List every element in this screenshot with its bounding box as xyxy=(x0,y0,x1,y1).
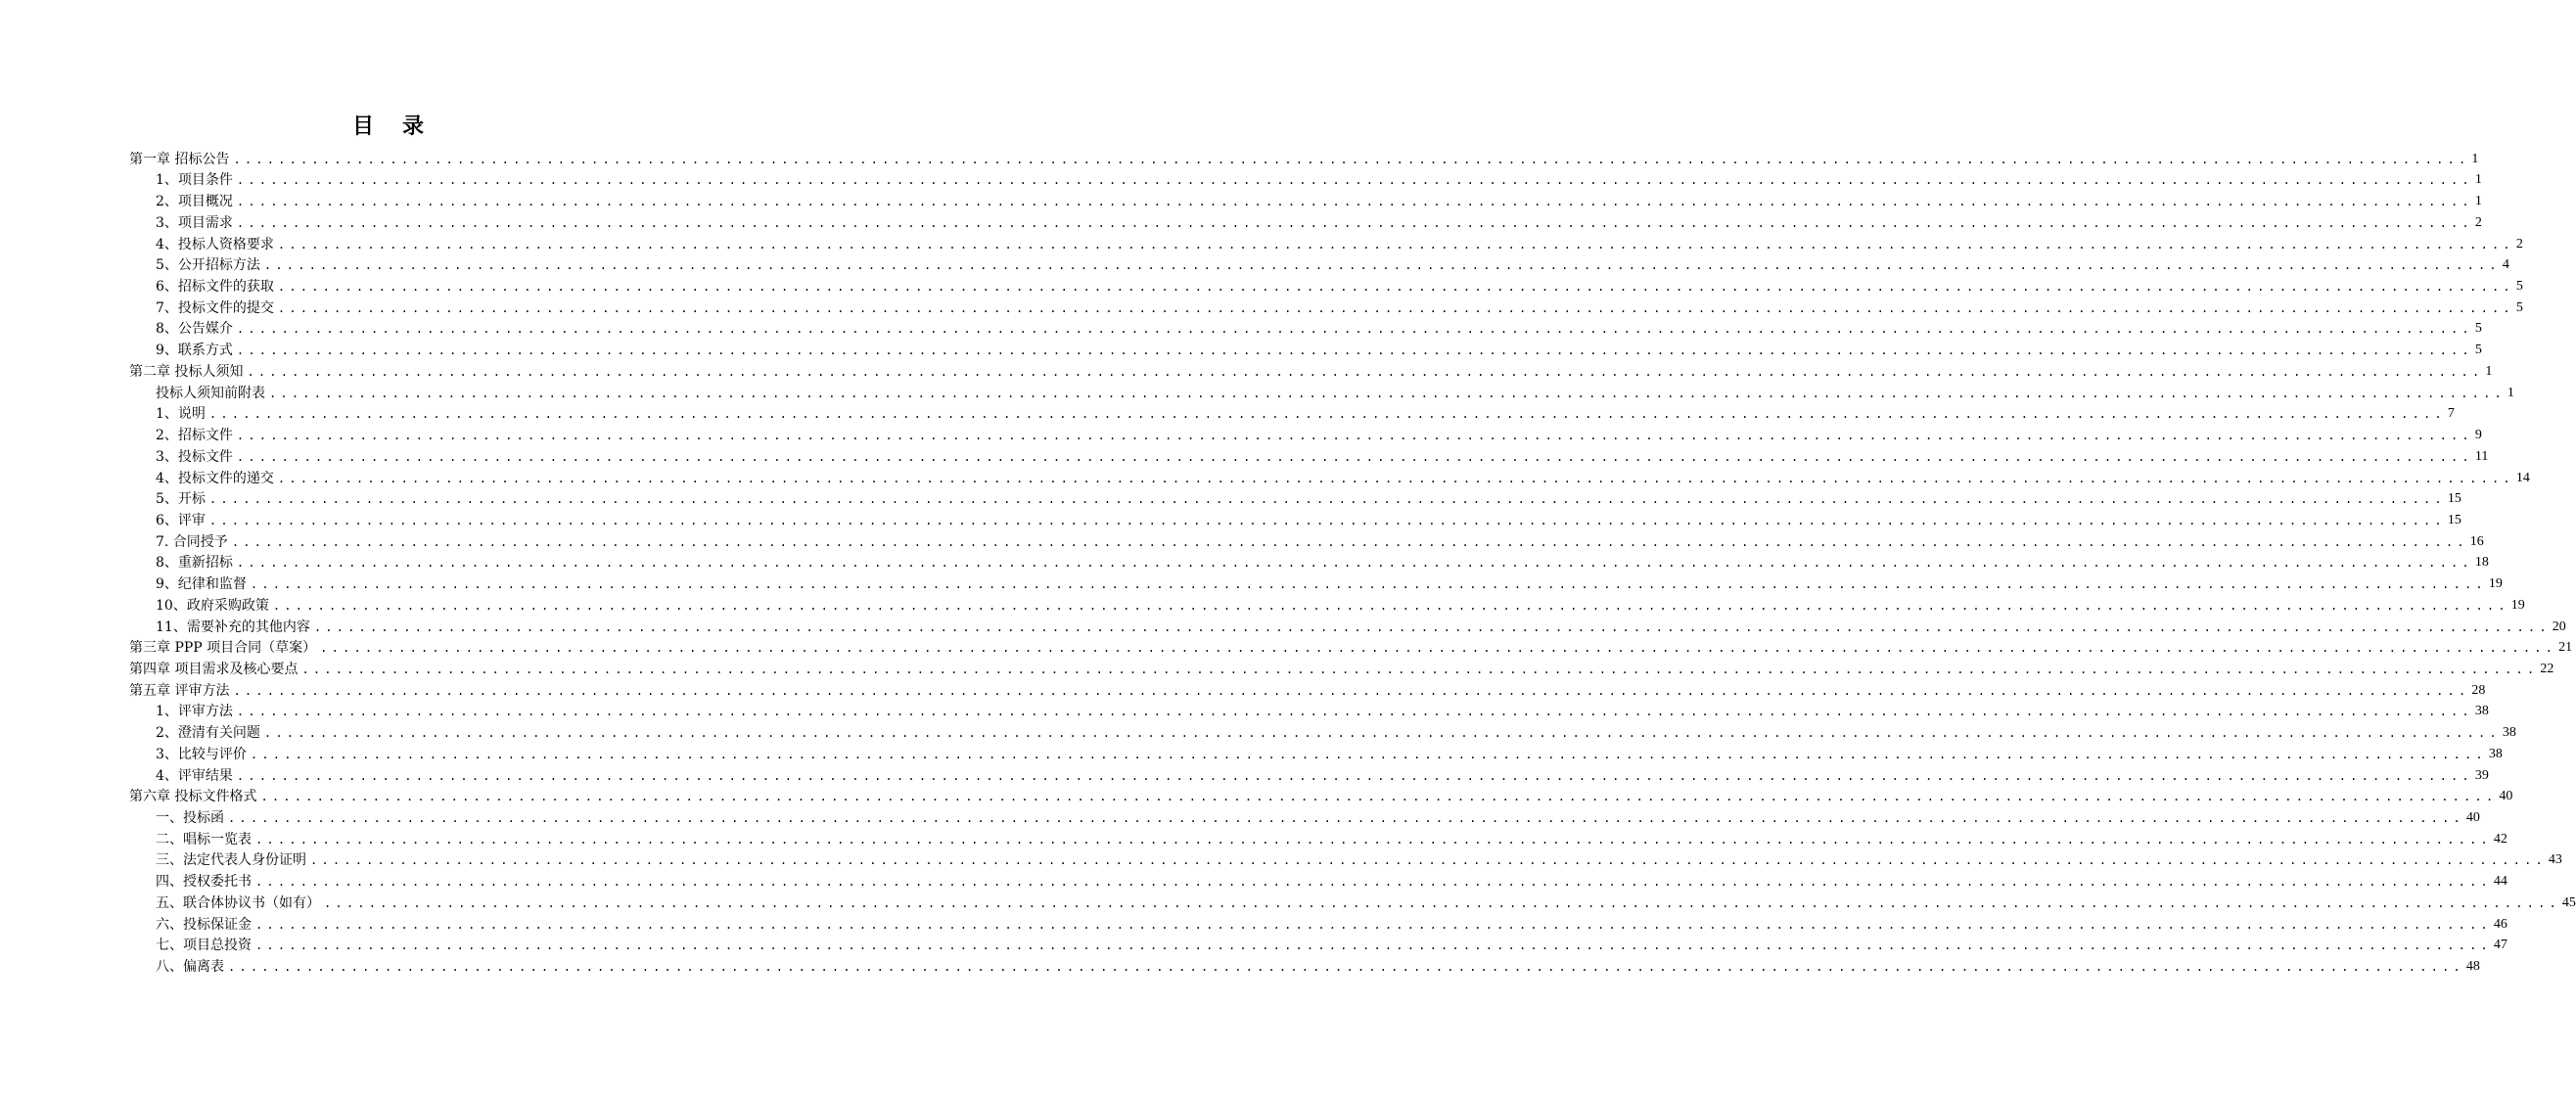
toc-section-entry[interactable] xyxy=(129,296,2523,317)
toc-dot-leader: ........................................................................................................................................................................................................ xyxy=(236,705,2473,719)
toc-section-entry[interactable] xyxy=(129,317,2482,339)
toc-entry-label: 第六章 投标文件格式 xyxy=(129,789,257,805)
toc-entry-label: 七、项目总投资 xyxy=(156,938,252,954)
toc-section-entry[interactable] xyxy=(129,508,2461,529)
toc-dot-leader: ........................................................................................................................................................................................................ xyxy=(208,492,2446,507)
toc-page-number: 11 xyxy=(2474,448,2489,464)
toc-dot-leader: ........................................................................................................................................................................................................ xyxy=(277,300,2514,315)
toc-page-number: 46 xyxy=(2493,916,2507,932)
toc-entry-label: 6、招标文件的获取 xyxy=(156,279,274,296)
toc-section-entry[interactable] xyxy=(129,402,2455,424)
toc-dot-leader: ........................................................................................................................................................................................................ xyxy=(236,343,2473,358)
toc-page-number: 2 xyxy=(2515,236,2523,252)
toc-dot-leader: ........................................................................................................................................................................................................ xyxy=(233,683,2470,698)
toc-dot-leader: ........................................................................................................................................................................................................ xyxy=(313,619,2551,634)
toc-entry-label: 3、投标文件 xyxy=(156,448,233,465)
toc-dot-leader: ........................................................................................................................................................................................................ xyxy=(236,556,2473,571)
toc-entry-label: 三、法定代表人身份证明 xyxy=(156,852,306,869)
toc-page-number: 5 xyxy=(2474,343,2482,358)
toc-dot-leader: ........................................................................................................................................................................................................ xyxy=(236,322,2473,337)
toc-section-entry[interactable] xyxy=(129,827,2507,848)
toc-dot-leader: ........................................................................................................................................................................................................ xyxy=(320,641,2557,656)
toc-page-number: 38 xyxy=(2502,725,2516,741)
toc-dot-leader: ........................................................................................................................................................................................................ xyxy=(255,875,2492,890)
toc-section-entry[interactable] xyxy=(129,700,2489,721)
toc-section-entry[interactable] xyxy=(129,232,2523,253)
toc-entry-label: 4、投标文件的递交 xyxy=(156,470,274,486)
toc-dot-leader: ........................................................................................................................................................................................................ xyxy=(277,280,2514,295)
toc-dot-leader: ........................................................................................................................................................................................................ xyxy=(250,747,2487,761)
toc-page-number: 5 xyxy=(2515,299,2523,315)
toc-entry-label: 一、投标函 xyxy=(156,810,224,826)
toc-entry-label: 四、授权委托书 xyxy=(156,874,252,891)
toc-section-entry[interactable] xyxy=(129,615,2566,636)
toc-entry-label: 11、需要补充的其他内容 xyxy=(156,618,310,635)
toc-entry-label: 1、评审方法 xyxy=(156,704,233,720)
toc-section-entry[interactable] xyxy=(129,954,2480,976)
toc-page-number: 19 xyxy=(2488,576,2503,592)
toc-section-entry[interactable] xyxy=(129,338,2482,359)
toc-page-number: 40 xyxy=(2499,789,2513,804)
toc-dot-leader: ........................................................................................................................................................................................................ xyxy=(310,853,2547,868)
toc-page-number: 9 xyxy=(2474,428,2482,443)
toc-title-part2: 录 xyxy=(402,114,426,139)
toc-page-number: 16 xyxy=(2469,533,2484,549)
toc-entry-label: 第五章 评审方法 xyxy=(129,682,230,699)
toc-section-entry[interactable] xyxy=(129,210,2482,232)
toc-section-entry[interactable] xyxy=(129,529,2484,551)
toc-section-entry[interactable] xyxy=(129,168,2482,190)
toc-page-number: 48 xyxy=(2465,959,2480,975)
toc-chapter-entry[interactable] xyxy=(129,147,2479,168)
toc-dot-leader: ........................................................................................................................................................................................................ xyxy=(247,364,2484,379)
toc-page-number: 20 xyxy=(2552,618,2566,634)
toc-page-number: 22 xyxy=(2540,661,2554,676)
toc-dot-leader: ........................................................................................................................................................................................................ xyxy=(236,215,2473,230)
toc-entry-label: 第三章 PPP 项目合同（草案） xyxy=(129,640,317,657)
toc-section-entry[interactable] xyxy=(129,593,2525,615)
toc-entry-label: 3、比较与评价 xyxy=(156,746,247,762)
toc-entry-label: 4、投标人资格要求 xyxy=(156,236,274,252)
toc-dot-leader: ........................................................................................................................................................................................................ xyxy=(231,534,2468,549)
toc-entry-label: 1、项目条件 xyxy=(156,172,233,189)
toc-dot-leader: ........................................................................................................................................................................................................ xyxy=(208,513,2446,527)
toc-title-part1: 目 xyxy=(351,114,375,139)
toc-dot-leader: ........................................................................................................................................................................................................ xyxy=(228,960,2464,975)
toc-dot-leader: ........................................................................................................................................................................................................ xyxy=(324,895,2560,910)
toc-section-entry[interactable] xyxy=(129,869,2507,891)
toc-entry-label: 2、项目概况 xyxy=(156,194,233,210)
toc-page-number: 14 xyxy=(2515,470,2530,485)
toc-dot-leader: ........................................................................................................................................................................................................ xyxy=(255,939,2492,953)
toc-section-entry[interactable] xyxy=(129,805,2480,827)
toc-page-number: 5 xyxy=(2474,321,2482,337)
toc-page-number: 38 xyxy=(2474,704,2489,719)
toc-page-number: 19 xyxy=(2510,597,2525,613)
toc-dot-leader: ........................................................................................................................................................................................................ xyxy=(301,662,2539,676)
toc-page-number: 1 xyxy=(2471,151,2479,166)
toc-page-number: 7 xyxy=(2447,406,2455,422)
toc-section-entry[interactable] xyxy=(129,274,2523,296)
toc-page-number: 4 xyxy=(2502,257,2509,273)
toc-chapter-entry[interactable] xyxy=(129,359,2493,381)
toc-entry-label: 第二章 投标人须知 xyxy=(129,363,244,380)
toc-entry-label: 第四章 项目需求及核心要点 xyxy=(129,661,299,677)
toc-page-number: 1 xyxy=(2474,194,2482,209)
toc-entry-label: 六、投标保证金 xyxy=(156,916,252,933)
toc-section-entry[interactable] xyxy=(129,848,2562,870)
toc-dot-leader: ........................................................................................................................................................................................................ xyxy=(260,790,2498,804)
toc-section-entry[interactable] xyxy=(129,423,2482,444)
toc-dot-leader: ........................................................................................................................................................................................................ xyxy=(277,237,2514,252)
toc-entry-label: 10、政府采购政策 xyxy=(156,597,269,614)
toc-entry-label: 2、招标文件 xyxy=(156,428,233,444)
toc-entry-label: 7、投标文件的提交 xyxy=(156,299,274,316)
toc-page-number: 45 xyxy=(2561,894,2576,910)
toc-section-entry[interactable] xyxy=(129,763,2489,785)
toc-dot-leader: ........................................................................................................................................................................................................ xyxy=(272,598,2509,613)
toc-dot-leader: ........................................................................................................................................................................................................ xyxy=(255,832,2492,847)
toc-section-entry[interactable] xyxy=(129,891,2576,912)
toc-dot-leader: ........................................................................................................................................................................................................ xyxy=(236,195,2473,209)
toc-entry-label: 9、联系方式 xyxy=(156,343,233,359)
toc-dot-leader: ........................................................................................................................................................................................................ xyxy=(208,407,2446,422)
toc-page-number: 1 xyxy=(2474,172,2482,188)
toc-page-number: 21 xyxy=(2558,640,2573,656)
toc-page-number: 15 xyxy=(2447,491,2461,507)
toc-entry-label: 3、项目需求 xyxy=(156,214,233,231)
toc-entry-label: 6、评审 xyxy=(156,512,206,528)
toc-entry-label: 8、重新招标 xyxy=(156,555,233,572)
toc-dot-leader: ........................................................................................................................................................................................................ xyxy=(233,152,2470,166)
toc-entry-label: 投标人须知前附表 xyxy=(156,385,265,401)
toc-page-number: 38 xyxy=(2488,746,2503,761)
toc-dot-leader: ........................................................................................................................................................................................................ xyxy=(263,726,2501,741)
toc-entry-label: 二、唱标一览表 xyxy=(156,831,252,847)
toc-entry-label: 8、公告媒介 xyxy=(156,321,233,338)
toc-page-number: 44 xyxy=(2493,874,2507,890)
toc-entry-label: 八、偏离表 xyxy=(156,959,224,976)
toc-section-entry[interactable] xyxy=(129,487,2461,509)
toc-section-entry[interactable] xyxy=(129,444,2489,466)
toc-dot-leader: ........................................................................................................................................................................................................ xyxy=(269,386,2506,400)
toc-page-number: 1 xyxy=(2485,363,2493,379)
toc-page-number: 18 xyxy=(2474,555,2489,571)
toc-section-entry[interactable] xyxy=(129,551,2489,572)
toc-page-number: 42 xyxy=(2493,831,2507,847)
toc-dot-leader: ........................................................................................................................................................................................................ xyxy=(236,173,2473,188)
toc-dot-leader: ........................................................................................................................................................................................................ xyxy=(228,811,2464,825)
toc-page-number: 43 xyxy=(2548,852,2562,868)
toc-dot-leader: ........................................................................................................................................................................................................ xyxy=(255,917,2492,932)
toc-chapter-entry[interactable] xyxy=(129,636,2573,658)
table-of-contents xyxy=(129,147,2576,976)
toc-section-entry[interactable] xyxy=(129,720,2516,742)
toc-entry-label: 5、开标 xyxy=(156,491,206,508)
toc-section-entry[interactable] xyxy=(129,742,2503,763)
toc-entry-label: 4、评审结果 xyxy=(156,767,233,784)
toc-page-number: 39 xyxy=(2474,767,2489,783)
toc-page-number: 47 xyxy=(2493,938,2507,953)
toc-section-entry[interactable] xyxy=(129,934,2507,955)
toc-dot-leader: ........................................................................................................................................................................................................ xyxy=(263,258,2501,273)
toc-entry-label: 5、公开招标方法 xyxy=(156,257,260,274)
toc-entry-label: 2、澄清有关问题 xyxy=(156,725,260,742)
toc-dot-leader: ........................................................................................................................................................................................................ xyxy=(250,577,2487,592)
toc-chapter-entry[interactable] xyxy=(129,678,2486,700)
toc-dot-leader: ........................................................................................................................................................................................................ xyxy=(236,429,2473,443)
toc-section-entry[interactable] xyxy=(129,912,2507,934)
toc-page-number: 28 xyxy=(2471,682,2486,698)
toc-entry-label: 五、联合体协议书（如有） xyxy=(156,894,320,911)
toc-page-number: 5 xyxy=(2515,279,2523,295)
toc-entry-label: 7. 合同授予 xyxy=(156,533,228,550)
toc-dot-leader: ........................................................................................................................................................................................................ xyxy=(236,768,2473,783)
toc-entry-label: 1、说明 xyxy=(156,406,206,423)
toc-page-number: 40 xyxy=(2465,810,2480,825)
toc-chapter-entry[interactable] xyxy=(129,657,2554,678)
toc-dot-leader: ........................................................................................................................................................................................................ xyxy=(236,449,2473,464)
toc-section-entry[interactable] xyxy=(129,381,2514,402)
toc-page-number: 15 xyxy=(2447,512,2461,527)
toc-entry-label: 9、纪律和监督 xyxy=(156,576,247,593)
toc-title xyxy=(0,110,777,140)
toc-section-entry[interactable] xyxy=(129,572,2503,593)
toc-section-entry[interactable] xyxy=(129,466,2530,487)
toc-page-number: 2 xyxy=(2474,214,2482,230)
toc-page-number: 1 xyxy=(2507,385,2514,400)
toc-chapter-entry[interactable] xyxy=(129,785,2513,806)
toc-dot-leader: ........................................................................................................................................................................................................ xyxy=(277,471,2514,485)
toc-section-entry[interactable] xyxy=(129,253,2509,275)
toc-section-entry[interactable] xyxy=(129,189,2482,210)
toc-entry-label: 第一章 招标公告 xyxy=(129,151,230,167)
